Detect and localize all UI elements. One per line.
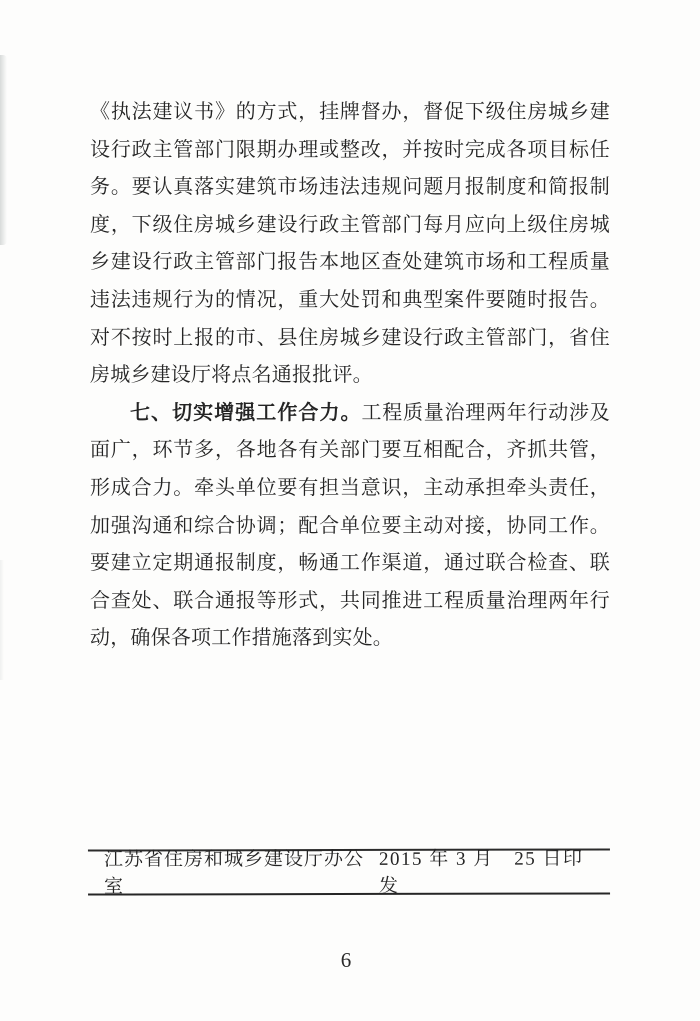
scan-edge-artifact xyxy=(0,55,7,245)
page-number: 6 xyxy=(340,948,352,972)
print-date-label: 2015 年 3 月 25 日印发 xyxy=(378,848,584,897)
colophon-block xyxy=(88,848,610,898)
paragraph-section-seven xyxy=(90,395,610,658)
scan-edge-artifact-lower xyxy=(0,560,4,680)
section-seven-heading: 七、切实增强工作合力。 xyxy=(130,401,362,424)
paragraph-continuation-text: 《执法建议书》的方式，挂牌督办，督促下级住房城乡建设行政主管部门限期办理或整改，并按时完成各项目标任务。要认真落实建筑市场违法违规问题月报制度和简报制度，下级住房城乡建设行政主管部门每月应向上级住房城乡建设行政主管部门报告本地区查处建筑市场和工程质量违法违规行为的情况，重大处罚和典型案件要随时报告。对不按时上报的市、县住房城乡建设行政主管部门，省住房城乡建设厅将点名通报批评。 xyxy=(90,101,610,387)
section-seven-body-text: 工程质量治理两年行动涉及面广，环节多，各地各有关部门要互相配合，齐抓共管，形成合力。牵头单位要有担当意识，主动承担牵头责任，加强沟通和综合协调；配合单位要主动对接，协同工作。要建立定期通报制度，畅通工作渠道，通过联合检查、联合查处、联合通报等形式，共同推进工程质量治理两年行动，确保各项工作措施落到实处。 xyxy=(90,401,610,650)
paragraph-continuation xyxy=(90,94,610,395)
body-text-block xyxy=(90,94,610,658)
issuing-office-label: 江苏省住房和城乡建设厅办公室 xyxy=(103,848,365,898)
